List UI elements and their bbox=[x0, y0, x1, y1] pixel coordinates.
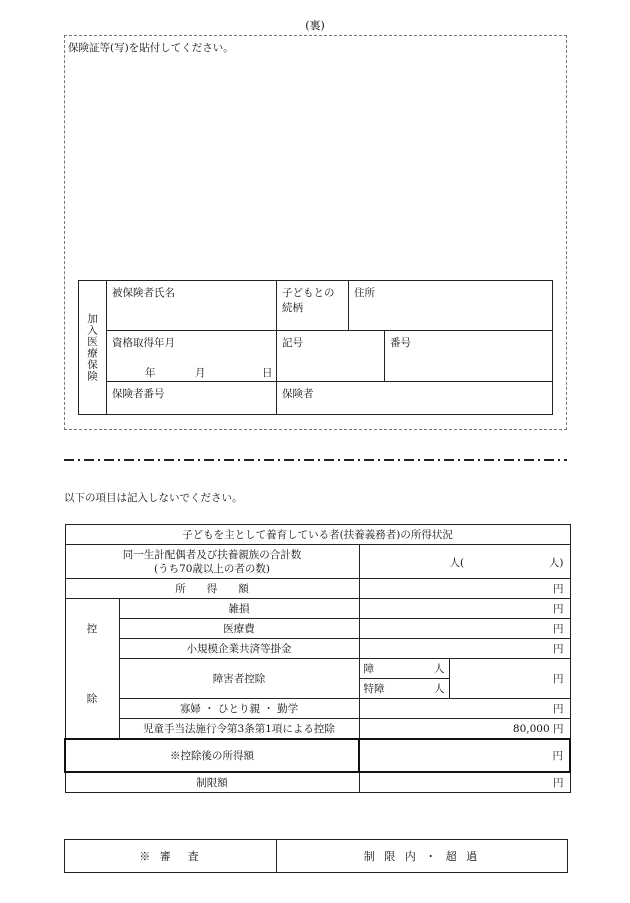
small-business-label: 小規模企業共済等掛金 bbox=[119, 639, 359, 659]
insured-name-label: 被保険者氏名 bbox=[112, 287, 175, 299]
medical-label: 医療費 bbox=[119, 619, 359, 639]
dependents-value bbox=[359, 545, 570, 579]
address-field[interactable] bbox=[349, 281, 553, 331]
relationship-field[interactable] bbox=[277, 281, 349, 331]
income-title: 子どもを主として養育している者(扶養義務者)の所得状況 bbox=[65, 525, 570, 545]
acquired-date-field[interactable] bbox=[107, 331, 277, 382]
address-label: 住所 bbox=[354, 287, 375, 299]
casualty-loss-yen: 円 bbox=[359, 599, 570, 619]
number-field[interactable] bbox=[385, 331, 553, 382]
widow-label: 寡婦 ・ ひとり親 ・ 勤学 bbox=[119, 699, 359, 719]
insurer-field[interactable] bbox=[277, 382, 553, 415]
judgement-table bbox=[64, 839, 568, 873]
after-deduction-yen: 円 bbox=[359, 739, 570, 772]
disability-special-label: 特障 bbox=[363, 683, 385, 695]
medical-yen: 円 bbox=[359, 619, 570, 639]
disability-normal-unit: 人 bbox=[434, 663, 445, 675]
dependents-label: 同一生計配偶者及び扶養親族の合計数 bbox=[122, 548, 302, 561]
insurer-label: 保険者 bbox=[282, 388, 314, 400]
insurance-side-title: 加入医療保険 bbox=[79, 281, 107, 415]
day-unit: 日 bbox=[262, 367, 273, 379]
insurer-number-label: 保険者番号 bbox=[112, 388, 165, 400]
relationship-label: 子どもとの続柄 bbox=[282, 287, 335, 314]
disability-counts bbox=[359, 659, 449, 699]
side-label: (裏) bbox=[305, 19, 325, 32]
widow-yen: 円 bbox=[359, 699, 570, 719]
dependents-cell bbox=[65, 545, 359, 579]
insurer-number-field[interactable] bbox=[107, 382, 277, 415]
persons-open: 人( bbox=[449, 557, 465, 569]
dependents-sub: (うち70歳以上の者の数) bbox=[153, 562, 271, 575]
symbol-field[interactable] bbox=[277, 331, 385, 382]
disability-normal-label: 障 bbox=[363, 663, 374, 675]
income-amount-label: 所 得 額 bbox=[65, 579, 359, 599]
limit-yen: 円 bbox=[359, 772, 570, 793]
symbol-label: 記号 bbox=[282, 337, 303, 349]
number-label: 番号 bbox=[390, 337, 411, 349]
paste-instruction: 保険証等(写)を貼付してください。 bbox=[68, 42, 234, 54]
judgement-result: 制 限 内 ・ 超 過 bbox=[277, 840, 568, 873]
judgement-label: ※ 審 査 bbox=[65, 840, 277, 873]
acquired-date-label: 資格取得年月 bbox=[112, 337, 175, 349]
persons-close: 人) bbox=[548, 557, 564, 569]
child-allowance-amount: 80,000 bbox=[512, 723, 550, 735]
month-unit: 月 bbox=[195, 367, 206, 379]
insurance-info-table bbox=[78, 280, 553, 415]
do-not-fill-notice: 以下の項目は記入しないでください。 bbox=[64, 492, 243, 504]
child-allowance-yen: 円 bbox=[553, 723, 564, 735]
disability-label: 障害者控除 bbox=[119, 659, 359, 699]
income-amount-yen: 円 bbox=[359, 579, 570, 599]
child-allowance-label: 児童手当法施行令第3条第1項による控除 bbox=[119, 719, 359, 740]
disability-special-unit: 人 bbox=[434, 683, 445, 695]
after-deduction-label: ※控除後の所得額 bbox=[65, 739, 359, 772]
limit-label: 制限額 bbox=[65, 772, 359, 793]
deduction-top-label: 控 bbox=[65, 599, 119, 659]
cut-line bbox=[64, 459, 567, 461]
disability-yen: 円 bbox=[449, 659, 570, 699]
deduction-bottom-label: 除 bbox=[65, 659, 119, 740]
insured-name-field[interactable] bbox=[107, 281, 277, 331]
casualty-loss-label: 雑損 bbox=[119, 599, 359, 619]
child-allowance-value bbox=[359, 719, 570, 740]
small-business-yen: 円 bbox=[359, 639, 570, 659]
year-unit: 年 bbox=[145, 367, 156, 379]
income-status-table bbox=[64, 524, 571, 793]
